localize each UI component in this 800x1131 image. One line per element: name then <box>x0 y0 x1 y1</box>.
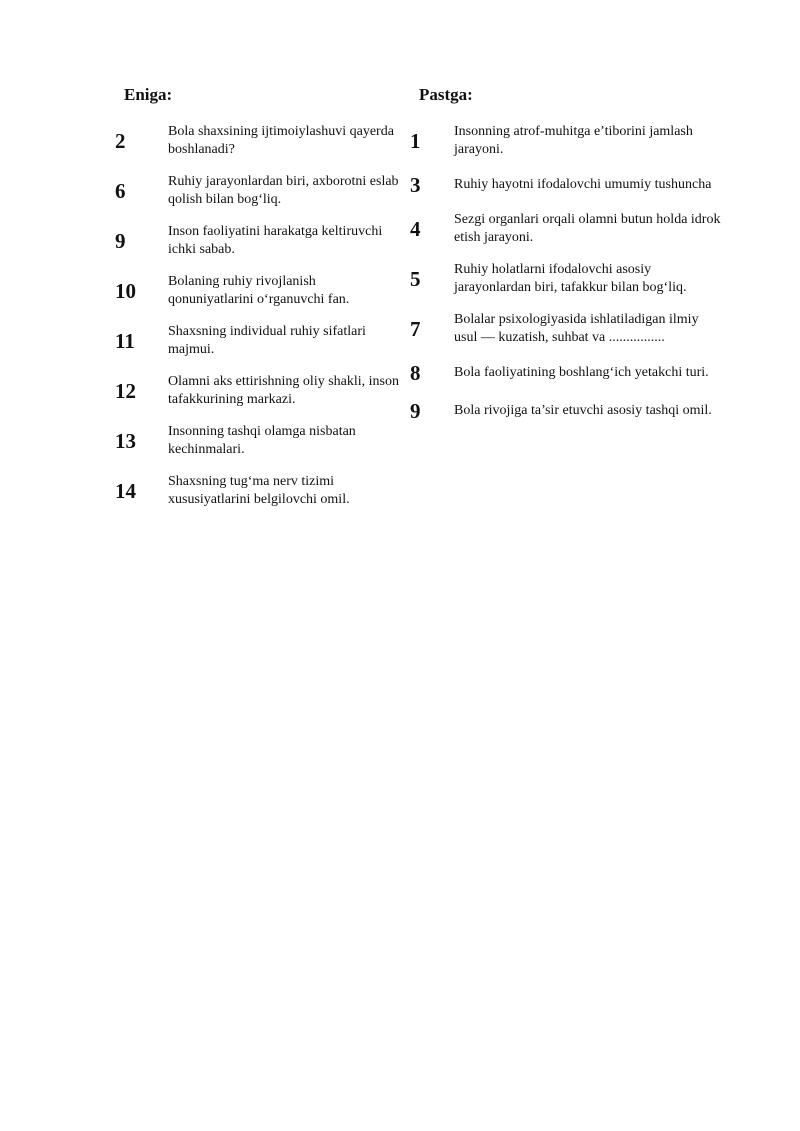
clue-text: Ruhiy hayotni ifodalovchi umumiy tushuncha <box>454 177 712 192</box>
clue-number: 6 <box>115 179 126 203</box>
clue-text: Shaxsning individual ruhiy sifatlari majmui. <box>168 324 366 357</box>
clue-text: Bola faoliyatining boshlang‘ich yetakchi turi. <box>454 365 709 380</box>
clue-text: Insonning atrof-muhitga e’tiborini jamlash jarayoni. <box>454 124 693 157</box>
clue-text: Ruhiy jarayonlardan biri, axborotni eslab qolish bilan bog‘liq. <box>168 174 399 207</box>
clue-number: 1 <box>410 129 421 153</box>
clue-text: Insonning tashqi olamga nisbatan kechinmalari. <box>168 424 356 457</box>
across-clue-14 <box>112 473 402 509</box>
down-clue-1 <box>406 123 726 159</box>
down-clue-3 <box>406 173 726 197</box>
clue-number: 3 <box>410 173 421 197</box>
clue-text: Bola shaxsining ijtimoiylashuvi qayerda boshlanadi? <box>168 124 394 157</box>
clue-number: 5 <box>410 267 421 291</box>
clue-number: 7 <box>410 317 421 341</box>
clue-number: 10 <box>115 279 136 303</box>
clue-text: Olamni aks ettirishning oliy shakli, inson tafakkurining markazi. <box>168 374 399 407</box>
across-clue-12 <box>112 373 402 409</box>
clue-number: 9 <box>115 229 126 253</box>
clue-number: 11 <box>115 329 135 353</box>
clue-number: 9 <box>410 399 421 423</box>
down-clue-5 <box>406 261 726 297</box>
across-clue-9 <box>112 223 402 259</box>
across-clue-11 <box>112 323 402 359</box>
down-clue-7 <box>406 311 726 347</box>
clue-text: Bola rivojiga ta’sir etuvchi asosiy tashqi omil. <box>454 403 712 418</box>
across-clue-13 <box>112 423 402 459</box>
clue-number: 4 <box>410 217 421 241</box>
down-clue-4 <box>406 211 726 247</box>
clue-text: Sezgi organlari orqali olamni butun holda idrok etish jarayoni. <box>454 212 721 245</box>
down-clues-column <box>406 84 726 437</box>
across-heading: Eniga: <box>124 85 173 104</box>
down-heading: Pastga: <box>419 85 473 104</box>
clue-number: 12 <box>115 379 136 403</box>
down-clue-9 <box>406 399 726 423</box>
clue-text: Bolaning ruhiy rivojlanish qonuniyatlarini o‘rganuvchi fan. <box>168 274 350 307</box>
clue-text: Inson faoliyatini harakatga keltiruvchi ichki sabab. <box>168 224 383 257</box>
clue-number: 14 <box>115 479 136 503</box>
clue-text: Bolalar psixologiyasida ishlatiladigan ilmiy usul — kuzatish, suhbat va ................ <box>454 312 699 345</box>
clue-number: 8 <box>410 361 421 385</box>
across-clues-column <box>112 84 402 523</box>
across-clue-2 <box>112 123 402 159</box>
clue-number: 13 <box>115 429 136 453</box>
across-clue-6 <box>112 173 402 209</box>
across-clue-10 <box>112 273 402 309</box>
clue-text: Ruhiy holatlarni ifodalovchi asosiy jarayonlardan biri, tafakkur bilan bog‘liq. <box>454 262 687 295</box>
clue-text: Shaxsning tug‘ma nerv tizimi xususiyatlarini belgilovchi omil. <box>168 474 350 507</box>
down-clue-8 <box>406 361 726 385</box>
clue-number: 2 <box>115 129 126 153</box>
